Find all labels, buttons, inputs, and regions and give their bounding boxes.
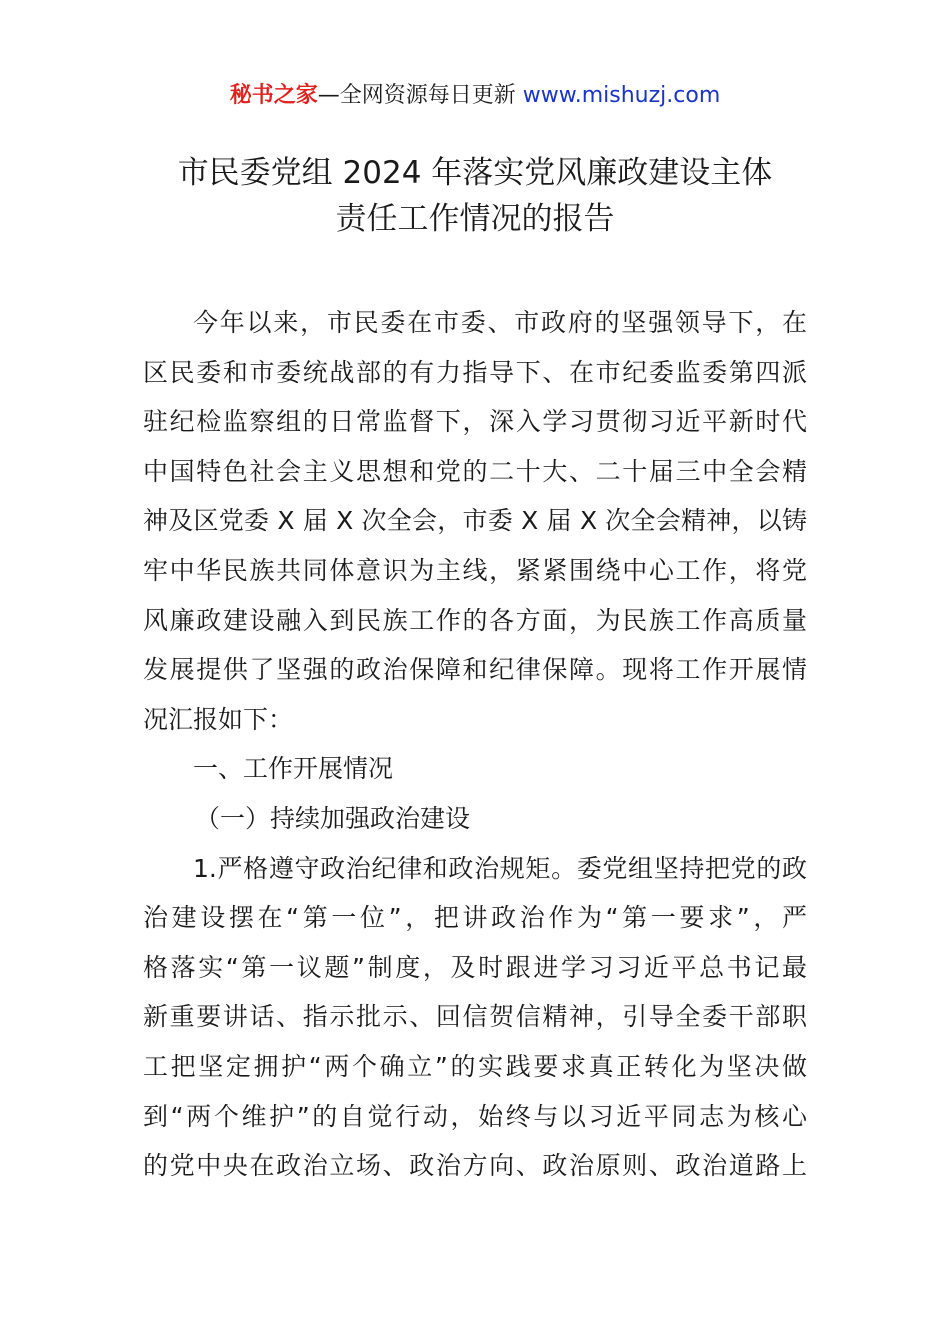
paragraph-line: 新重要讲话、指示批示、回信贺信精神，引导全委干部职	[143, 1002, 807, 1032]
paragraph-line: 况汇报如下：	[143, 704, 294, 734]
document-title	[80, 150, 870, 242]
paragraph-line: 区民委和市委统战部的有力指导下、在市纪委监委第四派	[143, 357, 807, 387]
paragraph-line: 今年以来，市民委在市委、市政府的坚强领导下，在	[193, 308, 807, 337]
paragraph-line: 到“两个维护”的自觉行动，始终与以习近平同志为核心	[143, 1101, 807, 1131]
paragraph-line: 工把坚定拥护“两个确立”的实践要求真正转化为坚决做	[143, 1051, 807, 1081]
paragraph-line: 神及区党委 X 届 X 次全会，市委 X 届 X 次全会精神，以铸	[143, 506, 807, 536]
section-heading: 一、工作开展情况	[193, 754, 394, 784]
site-banner	[0, 80, 950, 112]
subsection-heading: （一）持续加强政治建设	[195, 803, 471, 833]
banner-brand: 秘书之家	[229, 83, 318, 108]
document-body	[143, 298, 807, 1191]
title-line-2: 责任工作情况的报告	[335, 201, 615, 237]
paragraph-line: 发展提供了坚强的政治保障和纪律保障。现将工作开展情	[143, 655, 807, 685]
paragraph-line: 1.严格遵守政治纪律和政治规矩。委党组坚持把党的政	[193, 853, 807, 883]
paragraph-line: 的党中央在政治立场、政治方向、政治原则、政治道路上	[143, 1151, 807, 1181]
paragraph-line: 驻纪检监察组的日常监督下，深入学习贯彻习近平新时代	[143, 407, 807, 437]
paragraph-line: 牢中华民族共同体意识为主线，紧紧围绕中心工作，将党	[143, 555, 807, 585]
paragraph-line: 格落实“第一议题”制度，及时跟进学习习近平总书记最	[143, 952, 807, 982]
banner-url-link[interactable]: www.mishuzj.com	[522, 83, 721, 108]
paragraph-line: 治建设摆在“第一位”，把讲政治作为“第一要求”，严	[143, 903, 807, 933]
banner-tagline: —全网资源每日更新	[317, 83, 523, 108]
paragraph-line: 中国特色社会主义思想和党的二十大、二十届三中全会精	[143, 456, 807, 486]
title-line-1: 市民委党组 2024 年落实党风廉政建设主体	[177, 155, 773, 191]
paragraph-line: 风廉政建设融入到民族工作的各方面，为民族工作高质量	[143, 605, 807, 635]
